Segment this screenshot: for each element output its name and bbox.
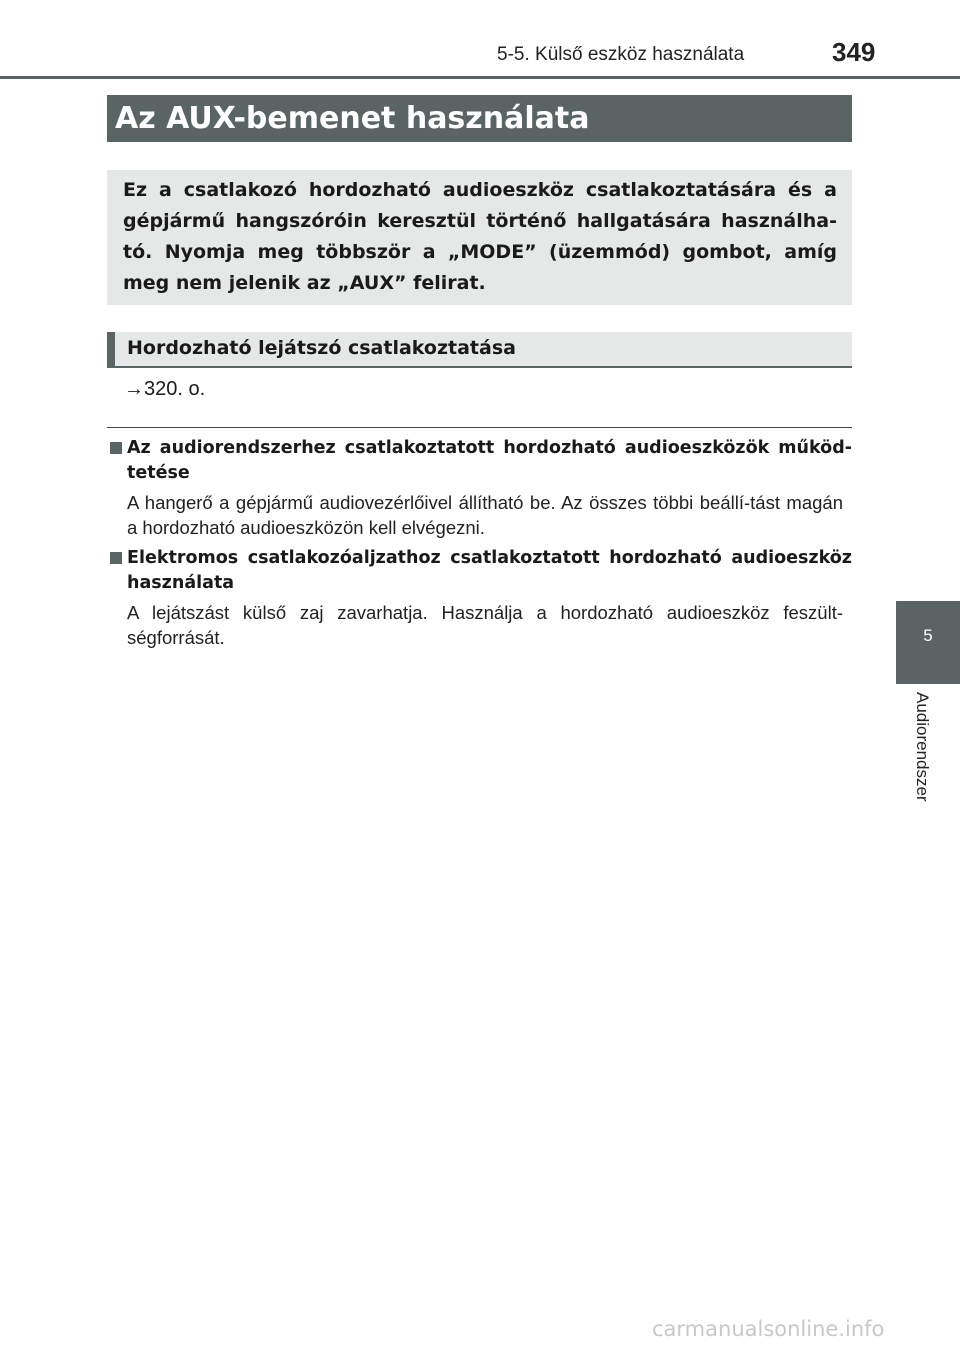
chapter-label: Audiorendszer: [913, 692, 932, 802]
intro-text: Ez a csatlakozó hordozható audioeszköz csatlakoztatására és a gépjármű hangszóróin keresztül történő hallgatására használha-tó. Nyomja meg többször a „MODE” (üzemmód) gombot, amíg meg nem jelenik az „AUX” felirat.: [123, 179, 837, 294]
item-heading-text: Az audiorendszerhez csatlakoztatott hordozható audioeszközök működ-tetése: [127, 438, 852, 483]
item-body-power-outlet: A lejátszást külső zaj zavarhatja. Használja a hordozható audioeszköz feszült-ségforrását.: [127, 602, 843, 648]
page-number: 349: [832, 37, 876, 67]
item-heading-power-outlet: [107, 546, 852, 596]
item-body-operation: A hangerő a gépjármű audiovezérlőivel állítható be. Az összes többi beállí-tást magán a hordozható audioeszközön kell elvégezni.: [127, 492, 843, 538]
running-header-section: 5-5. Külső eszköz használata: [497, 44, 745, 65]
intro-box: [107, 170, 852, 305]
square-bullet-icon: [110, 442, 122, 454]
chapter-tab: 5: [896, 601, 960, 684]
header-divider: [0, 76, 960, 79]
footer-watermark: carmanualsonline.info: [652, 1317, 885, 1341]
section-title: Az AUX-bemenet használata: [107, 95, 852, 142]
subsection-heading: Hordozható lejátszó csatlakoztatása: [107, 332, 852, 368]
square-bullet-icon: [110, 552, 122, 564]
item-heading-text: Elektromos csatlakozóaljzathoz csatlakoztatott hordozható audioeszköz használata: [127, 548, 852, 593]
content-divider: [107, 427, 852, 428]
item-heading-operation: [107, 436, 852, 486]
page-reference: →320. o.: [124, 378, 206, 400]
